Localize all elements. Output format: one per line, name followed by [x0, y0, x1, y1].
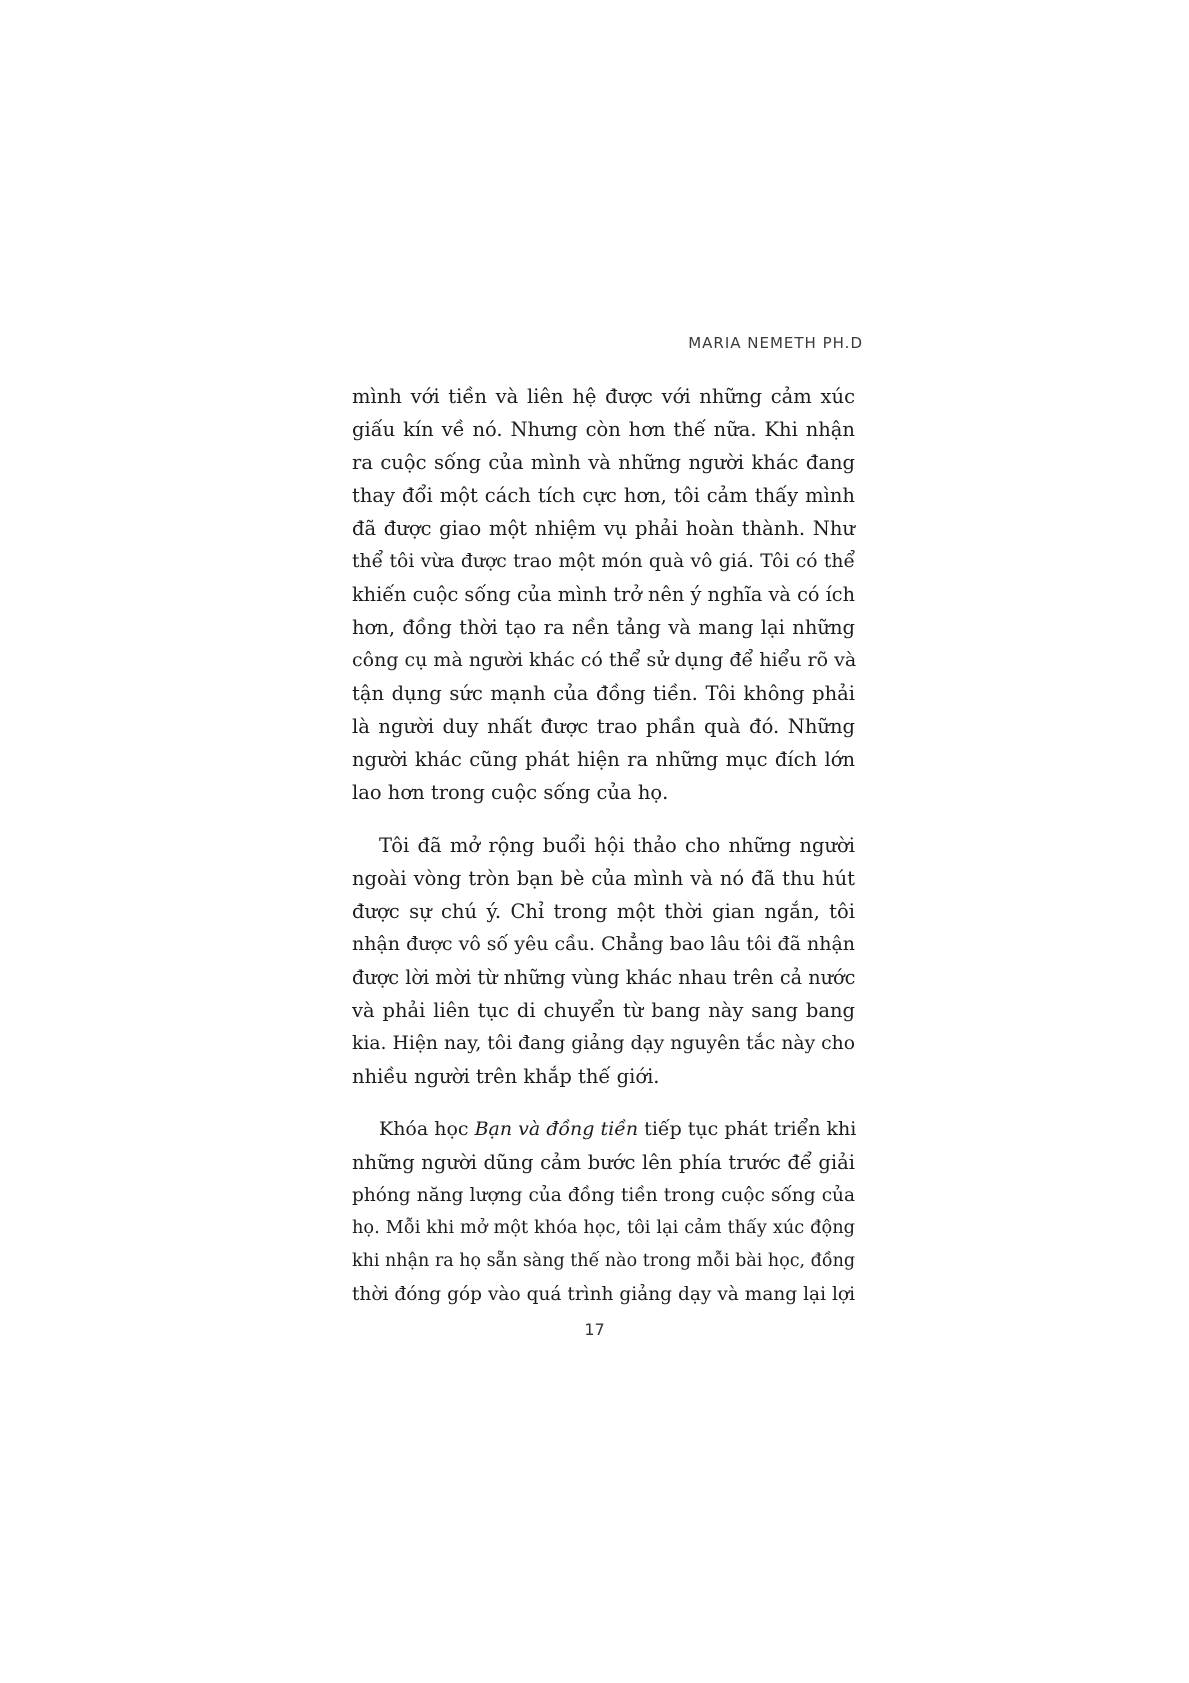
text-line: được sự chú ý. Chỉ trong một thời gian ngắn, tôi [352, 900, 855, 923]
text-line: là người duy nhất được trao phần quà đó. Những [352, 715, 855, 738]
text-line: thay đổi một cách tích cực hơn, tôi cảm thấy mình [352, 484, 855, 507]
text-line: khiến cuộc sống của mình trở nên ý nghĩa và có ích [352, 583, 855, 606]
text-line [352, 1113, 855, 1146]
text-run: Tôi đã mở rộng buổi hội thảo cho những người [379, 834, 855, 857]
text-line: tận dụng sức mạnh của đồng tiền. Tôi không phải [352, 682, 855, 705]
text-line: được lời mời từ những vùng khác nhau trên cả nước [352, 966, 856, 989]
running-header-author: MARIA NEMETH PH.D [688, 334, 863, 352]
text-line: khi nhận ra họ sẵn sàng thế nào trong mỗi bài học, đồng [352, 1251, 856, 1271]
text-line: công cụ mà người khác có thể sử dụng để hiểu rõ và [352, 649, 857, 671]
text-line: đã được giao một nhiệm vụ phải hoàn thành. Như [352, 517, 855, 540]
text-run: tiếp tục phát triển khi [638, 1118, 857, 1140]
paragraph-1 [352, 380, 855, 809]
text-line: người khác cũng phát hiện ra những mục đích lớn [352, 748, 855, 771]
page-number: 17 [584, 1320, 605, 1339]
paragraph-gap [352, 809, 855, 829]
text-line: lao hơn trong cuộc sống của họ. [352, 781, 669, 804]
text-line: giấu kín về nó. Nhưng còn hơn thế nữa. Khi nhận [352, 418, 855, 441]
text-run: Khóa học [379, 1118, 475, 1140]
text-line: ra cuộc sống của mình và những người khác đang [352, 451, 855, 474]
text-line [352, 829, 855, 862]
text-line: nhận được vô số yêu cầu. Chẳng bao lâu tôi đã nhận [352, 933, 856, 955]
paragraph-2 [352, 829, 855, 1093]
text-line: những người dũng cảm bước lên phía trước để giải [352, 1151, 855, 1174]
text-line: mình với tiền và liên hệ được với những cảm xúc [352, 385, 855, 408]
paragraph-3 [352, 1113, 855, 1311]
text-line: ngoài vòng tròn bạn bè của mình và nó đã thu hút [352, 867, 855, 890]
book-title-italic: Bạn và đồng tiền [474, 1118, 639, 1140]
text-line: thời đóng góp vào quá trình giảng dạy và mang lại lợi [352, 1284, 855, 1305]
text-line: phóng năng lượng của đồng tiền trong cuộc sống của [352, 1185, 855, 1206]
text-line: và phải liên tục di chuyển từ bang này sang bang [352, 999, 855, 1022]
paragraph-gap [352, 1093, 855, 1113]
text-line: hơn, đồng thời tạo ra nền tảng và mang lại những [352, 616, 855, 639]
text-line: thể tôi vừa được trao một món quà vô giá. Tôi có thể [352, 551, 855, 572]
text-line: họ. Mỗi khi mở một khóa học, tôi lại cảm thấy xúc động [352, 1218, 855, 1238]
text-line: kia. Hiện nay, tôi đang giảng dạy nguyên tắc này cho [352, 1033, 855, 1054]
body-text [352, 380, 855, 1311]
text-line: nhiều người trên khắp thế giới. [352, 1065, 660, 1088]
